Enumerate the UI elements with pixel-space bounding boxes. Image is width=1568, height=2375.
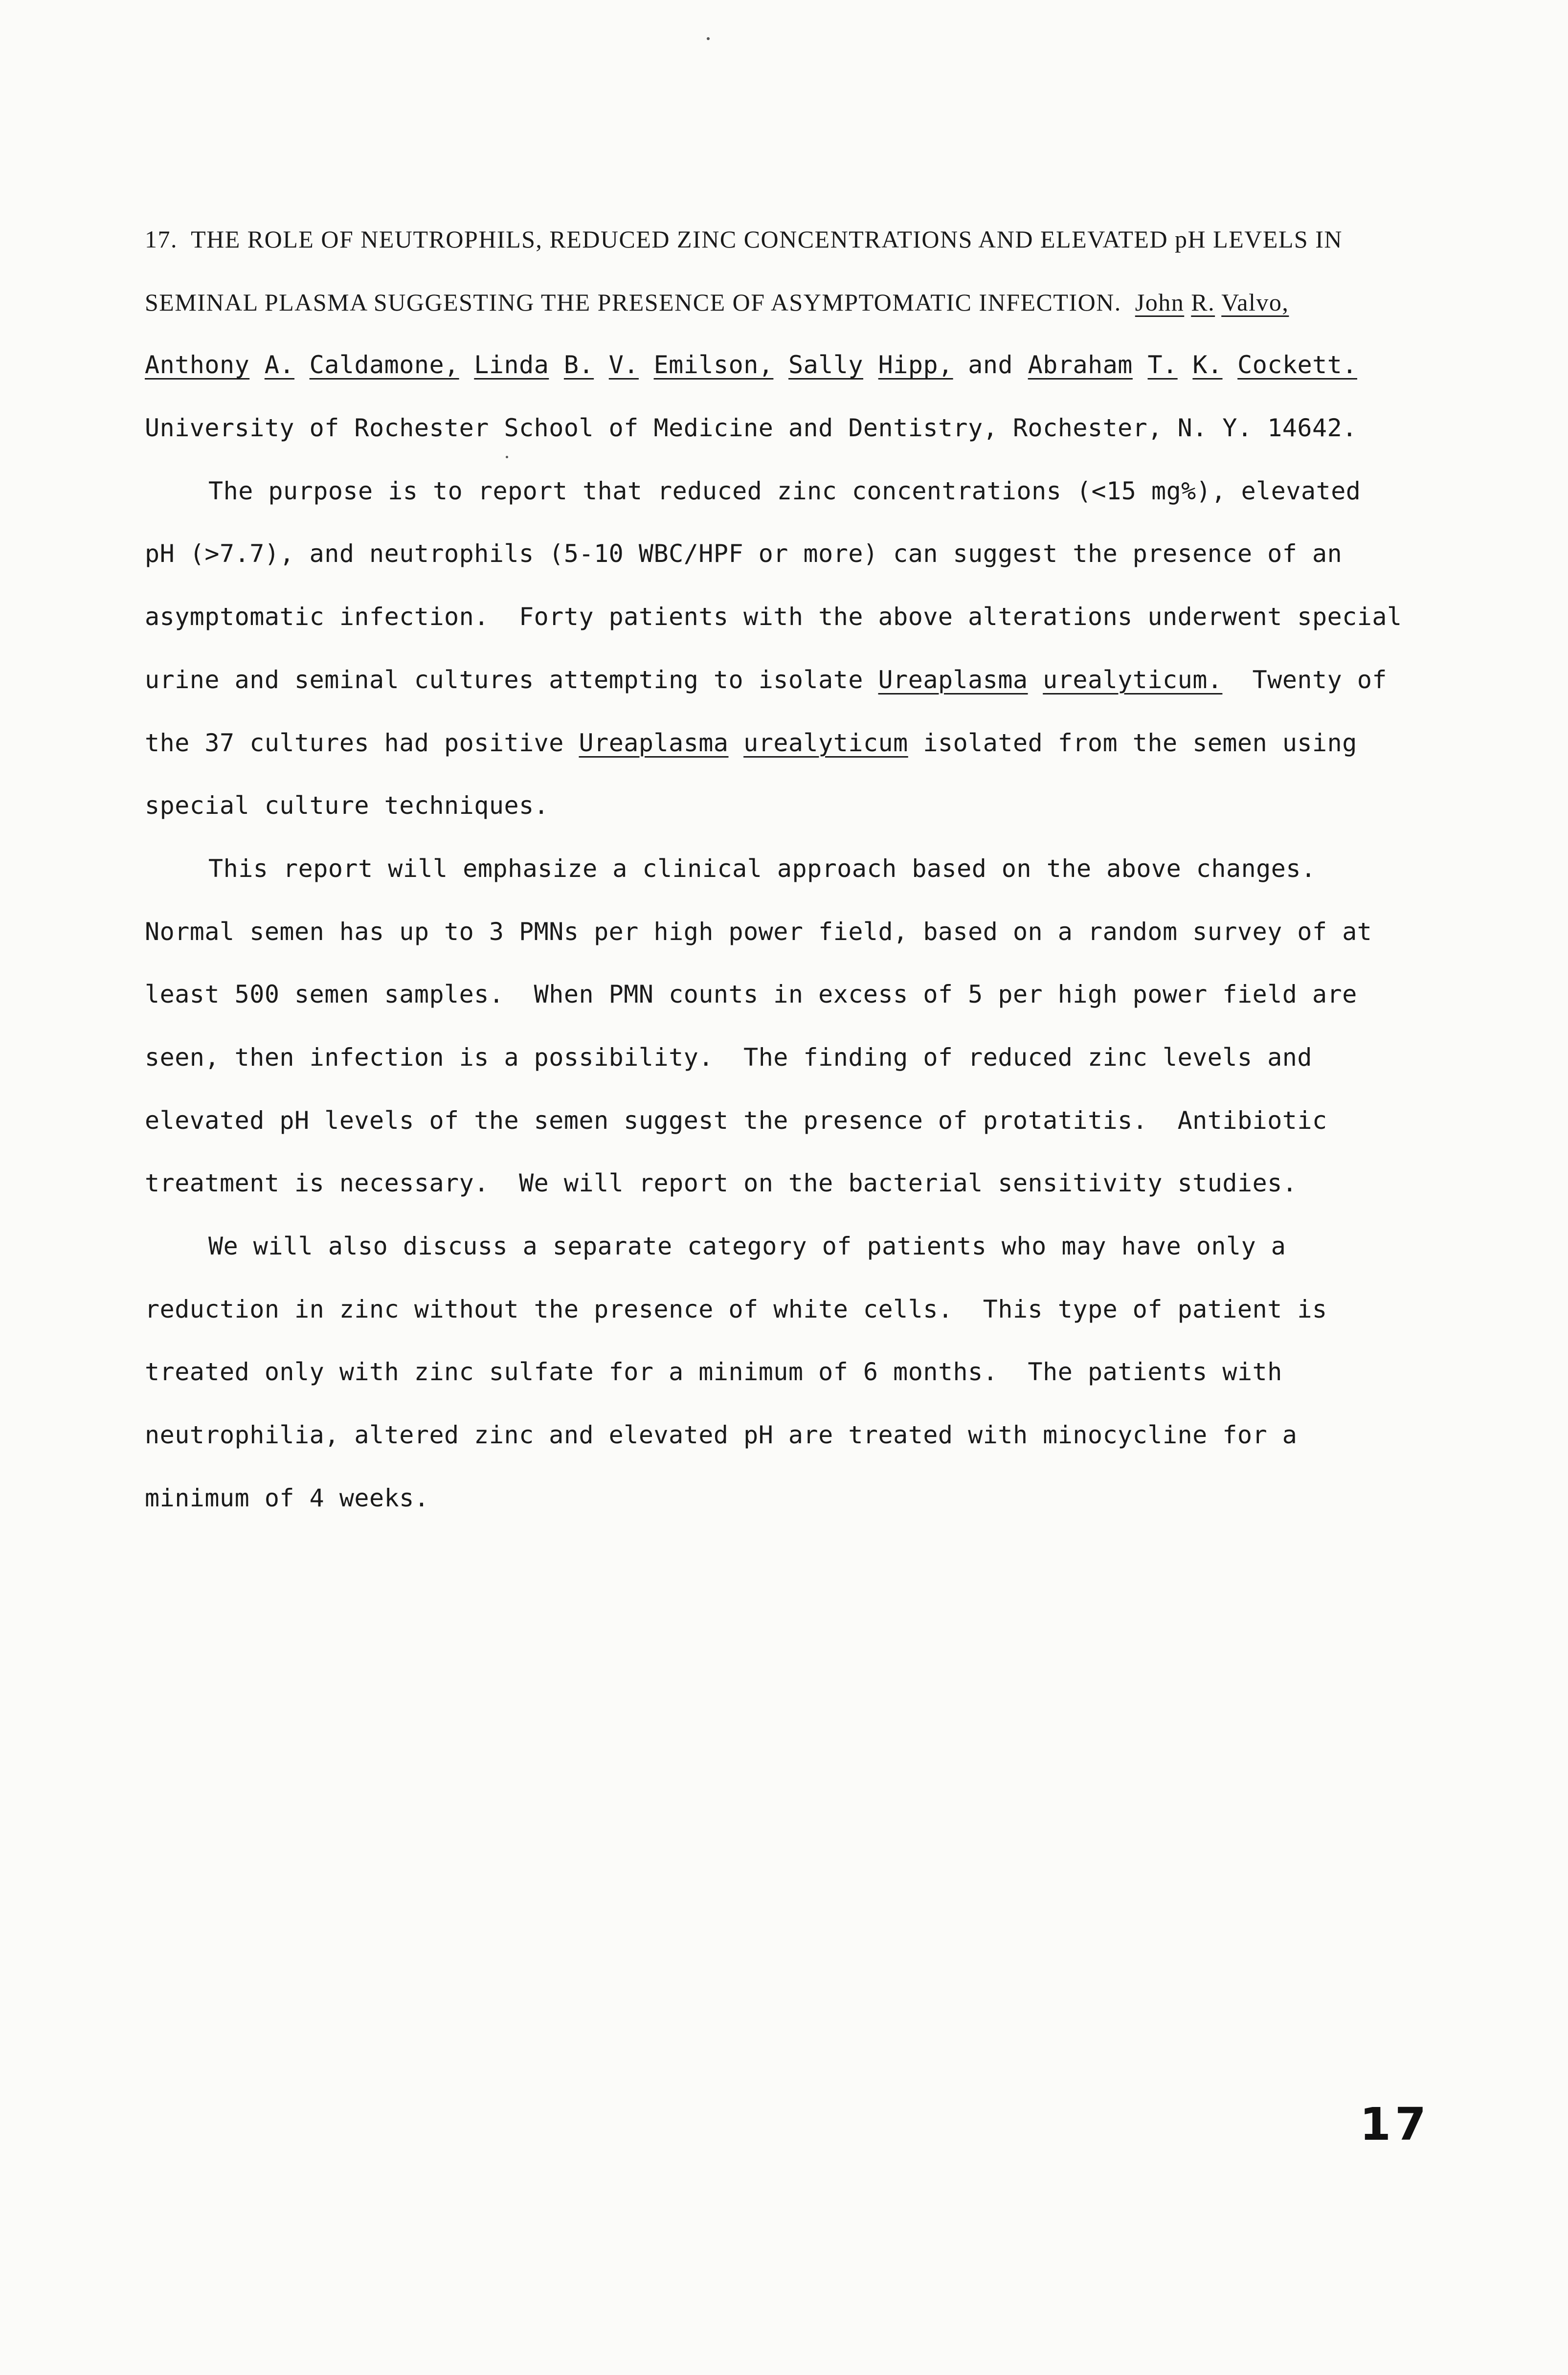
author-last-name: Caldamone, [309, 351, 459, 380]
paragraph-2-line: seen, then infection is a possibility. The finding of reduced zinc levels and [145, 1043, 1312, 1072]
author-last-name: Hipp, [878, 351, 953, 380]
authors-line [145, 334, 1485, 397]
paragraph-1-line: pH (>7.7), and neutrophils (5-10 WBC/HPF or more) can suggest the presence of an [145, 539, 1343, 568]
author-initial: V. [608, 351, 639, 380]
paragraph-2-line: Normal semen has up to 3 PMNs per high power field, based on a random survey of at [145, 917, 1372, 946]
author-first-name: Sally [788, 351, 864, 380]
author-first-name: Linda [474, 351, 549, 380]
organism-species: urealyticum. [1043, 665, 1223, 694]
author-initial: R. [1191, 288, 1215, 316]
abstract [145, 208, 1485, 1529]
paragraph-3-line: minimum of 4 weeks. [145, 1483, 429, 1512]
paragraph-3-line: We will also discuss a separate category of patients who may have only a [208, 1232, 1286, 1260]
text-fragment: urine and seminal cultures attempting to isolate [145, 665, 878, 694]
author-first-name: Abraham [1028, 351, 1133, 380]
text-fragment: Twenty of [1222, 665, 1388, 694]
abstract-title-part-2: SEMINAL PLASMA SUGGESTING THE PRESENCE OF ASYMPTOMATIC INFECTION. [145, 288, 1121, 316]
paragraph-2-line: least 500 semen samples. When PMN counts in excess of 5 per high power field are [145, 980, 1357, 1009]
abstract-title-line-1 [145, 208, 1485, 271]
author-initial: A. [264, 351, 295, 380]
abstract-number: 17. [145, 225, 178, 253]
organism-species: urealyticum [743, 728, 908, 757]
abstract-title-line-2 [145, 271, 1485, 334]
affiliation: University of Rochester School of Medicine and Dentistry, Rochester, N. Y. 14642. [145, 414, 1357, 443]
paragraph-3-line: reduction in zinc without the presence of white cells. This type of patient is [145, 1295, 1327, 1323]
author-initial: T. [1147, 351, 1178, 380]
text-fragment: isolated from the semen using [908, 728, 1357, 757]
paper-speck [707, 37, 710, 40]
paragraph-1-line [145, 712, 1485, 775]
author-initial: K. [1192, 351, 1223, 380]
organism-genus: Ureaplasma [579, 728, 729, 757]
paragraph-2-line: elevated pH levels of the semen suggest the presence of protatitis. Antibiotic [145, 1106, 1327, 1135]
authors-conjunction: and [968, 351, 1013, 380]
page-number: 17 [1360, 2098, 1431, 2151]
paragraph-3-line: neutrophilia, altered zinc and elevated pH are treated with minocycline for a [145, 1421, 1298, 1450]
paragraph-3-line: treated only with zinc sulfate for a minimum of 6 months. The patients with [145, 1358, 1282, 1387]
author-last-name: Valvo, [1221, 288, 1289, 316]
text-fragment: the 37 cultures had positive [145, 728, 579, 757]
paragraph-1-line: asymptomatic infection. Forty patients with the above alterations underwent special [145, 603, 1402, 631]
author-last-name: Emilson, [653, 351, 774, 380]
organism-genus: Ureaplasma [878, 665, 1028, 694]
author-last-name: Cockett. [1237, 351, 1357, 380]
author-initial: B. [563, 351, 594, 380]
paragraph-1-line [145, 649, 1485, 712]
author-first-name: John [1135, 288, 1185, 316]
author-first-name: Anthony [145, 351, 250, 380]
paragraph-1-line: special culture techniques. [145, 791, 549, 820]
paragraph-2-line: This report will emphasize a clinical approach based on the above changes. [208, 854, 1316, 883]
paragraph-2-line: treatment is necessary. We will report on the bacterial sensitivity studies. [145, 1169, 1298, 1198]
paragraph-1-line: The purpose is to report that reduced zinc concentrations (<15 mg%), elevated [208, 476, 1361, 505]
abstract-title-part-1: THE ROLE OF NEUTROPHILS, REDUCED ZINC CONCENTRATIONS AND ELEVATED pH LEVELS IN [191, 225, 1343, 253]
